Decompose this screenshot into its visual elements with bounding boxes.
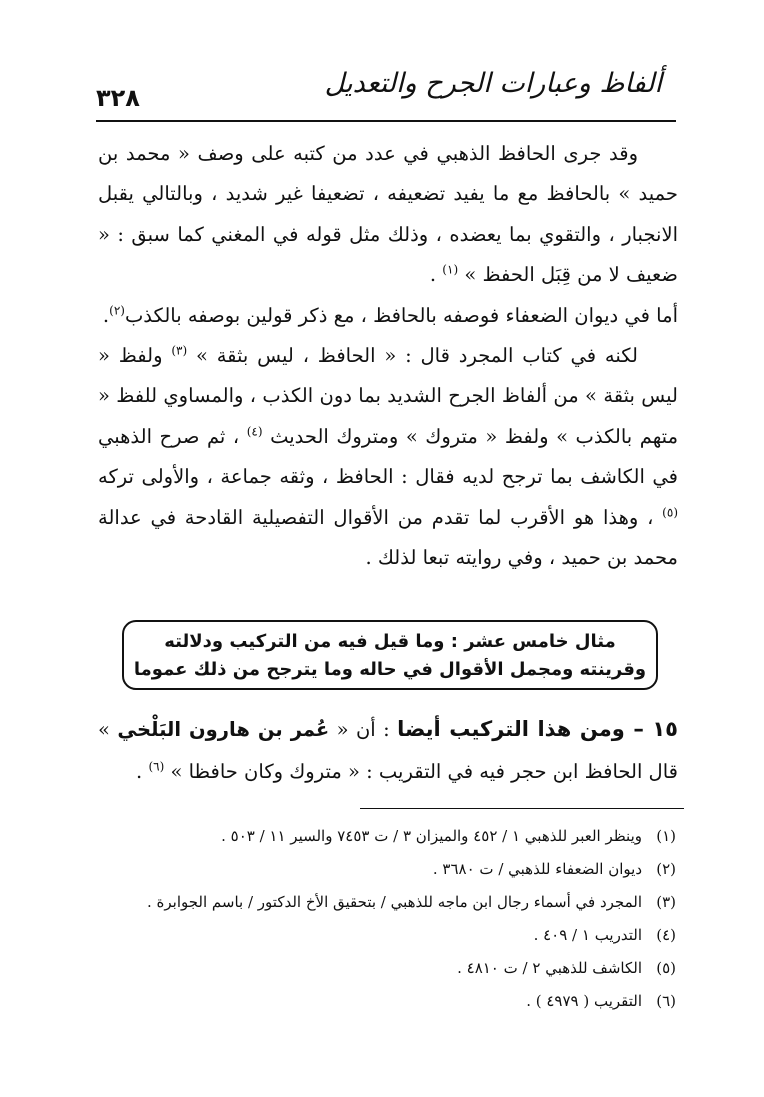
footnote-text: ديوان الضعفاء للذهبي / ت ٣٦٨٠ . bbox=[432, 860, 642, 878]
paragraph-15-mid: : أن « bbox=[329, 718, 398, 741]
example-box bbox=[122, 620, 658, 690]
paragraph-15-text: » قال الحافظ ابن حجر فيه في التقريب : « متروك وكان حافظا » bbox=[98, 718, 678, 783]
footnote-ref-6: (٦) bbox=[148, 759, 165, 774]
paragraph-3-text-c: ، ثم صرح الذهبي في الكاشف بما ترجح لديه فقال : الحافظ ، وثقه جماعة ، والأولى تركه bbox=[98, 424, 678, 489]
footnote-number: (٢) bbox=[656, 860, 676, 878]
footnotes bbox=[100, 820, 676, 1018]
footnote-text: المجرد في أسماء رجال ابن ماجه للذهبي / بتحقيق الأخ الدكتور / باسم الجوابرة . bbox=[146, 893, 642, 911]
footnote-text: الكاشف للذهبي ٢ / ت ٤٨١٠ . bbox=[457, 959, 642, 977]
footnote-item bbox=[100, 919, 676, 952]
footnote-item bbox=[100, 853, 676, 886]
footnote-number: (٦) bbox=[656, 992, 676, 1010]
footnote-ref-2: (٢) bbox=[109, 303, 125, 318]
footnote-item bbox=[100, 820, 676, 853]
paragraph-3-text-d: ، وهذا هو الأقرب لما تقدم من الأقوال التفصيلية القادحة في عدالة محمد بن حميد ، وفي روايته تبعا لذلك . bbox=[98, 505, 678, 570]
footnote-text: التدريب ١ / ٤٠٩ . bbox=[533, 926, 642, 944]
paragraph-1 bbox=[98, 134, 678, 296]
footnote-ref-3: (٣) bbox=[171, 343, 188, 358]
main-text bbox=[98, 134, 678, 578]
footnote-number: (٤) bbox=[656, 926, 676, 944]
footnote-number: (٣) bbox=[656, 893, 676, 911]
paragraph-1-text: وقد جرى الحافظ الذهبي في عدد من كتبه على وصف « محمد بن حميد » بالحافظ مع ما يفيد تضعيفه ، تضعيفا غير شديد ، وبالتالي يقبل الانجبار ، والتقوي بما يعضده ، وذلك مثل قوله في المغني كما سبق : « ضعيف لا من قِبَل الحفظ » bbox=[98, 142, 678, 287]
paragraph-2-text: أما في ديوان الضعفاء فوصفه بالحافظ ، مع ذكر قولين بوصفه بالكذب bbox=[124, 303, 678, 327]
paragraph-3-text-b: ولفظ « ليس بثقة » من ألفاظ الجرح الشديد بما دون الكذب ، والمساوي للفظ « متهم بالكذب » ولفظ « متروك » ومتروك الحديث bbox=[98, 344, 679, 448]
header-rule bbox=[96, 120, 676, 122]
footnote-item bbox=[100, 886, 676, 919]
footnote-ref-1: (١) bbox=[442, 262, 459, 277]
example-box-line-2: وقرينته ومجمل الأقوال في حاله وما يترجح من ذلك عموما bbox=[133, 659, 647, 680]
footnote-number: (٥) bbox=[656, 959, 676, 977]
paragraph-2 bbox=[98, 296, 678, 336]
running-title: ألفاظ وعبارات الجرح والتعديل bbox=[324, 68, 662, 99]
page-number: ٣٢٨ bbox=[96, 84, 140, 112]
paragraph-15-lead: ١٥ – ومن هذا التركيب أيضا bbox=[397, 717, 678, 741]
footnote-ref-4: (٤) bbox=[246, 424, 263, 439]
footnote-text: وينظر العبر للذهبي ١ / ٤٥٢ والميزان ٣ / ت ٧٤٥٣ والسير ١١ / ٥٠٣ . bbox=[221, 827, 642, 845]
footnote-item bbox=[100, 985, 676, 1018]
paragraph-1-end: . bbox=[429, 263, 443, 287]
paragraph-15 bbox=[98, 708, 678, 793]
paragraph-3 bbox=[98, 336, 678, 578]
footnote-number: (١) bbox=[656, 827, 676, 845]
page-header bbox=[96, 64, 676, 122]
footnote-text: التقريب ( ٤٩٧٩ ) . bbox=[526, 992, 642, 1010]
example-box-line-1: مثال خامس عشر : وما قيل فيه من التركيب ودلالته bbox=[164, 631, 616, 652]
paragraph-2-end: . bbox=[102, 303, 110, 327]
paragraph-3-text-a: لكنه في كتاب المجرد قال : « الحافظ ، ليس بثقة » bbox=[195, 344, 638, 368]
footnote-item bbox=[100, 952, 676, 985]
paragraph-15-end: . bbox=[136, 760, 149, 783]
narrator-name: عُمر بن هارون البَلْخي bbox=[117, 718, 330, 741]
footnote-rule bbox=[360, 808, 684, 809]
footnote-ref-5: (٥) bbox=[662, 505, 678, 520]
